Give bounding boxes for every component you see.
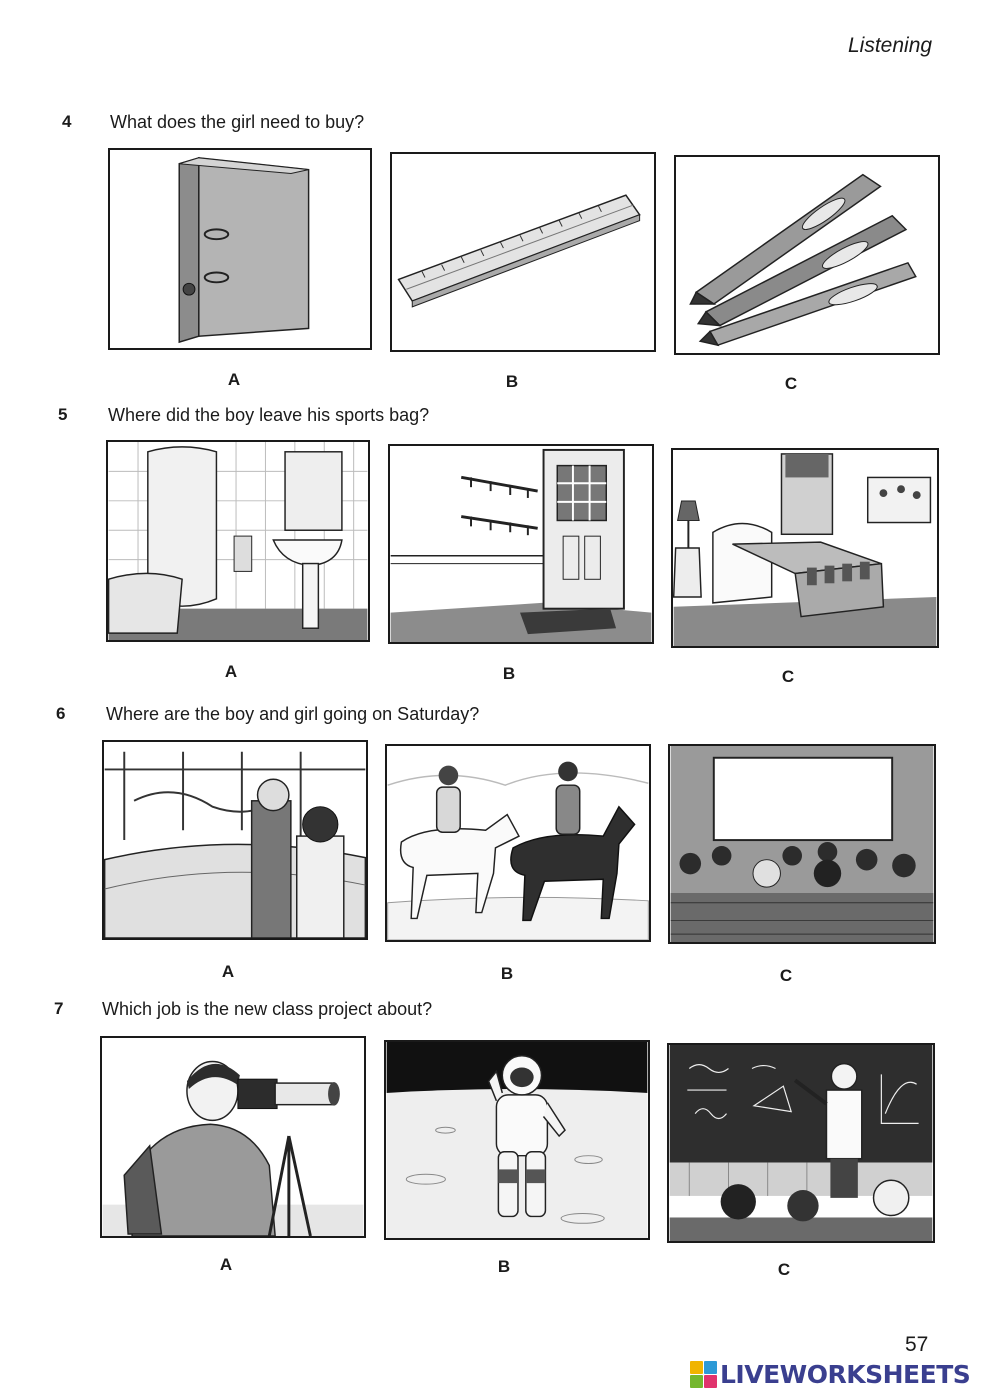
question-text: Which job is the new class project about? — [102, 999, 433, 1019]
option-picture-horse-riding[interactable] — [385, 744, 651, 942]
logo-square — [704, 1375, 717, 1388]
question-number: 7 — [54, 999, 64, 1018]
option-label: B — [502, 664, 516, 683]
option-picture-binder[interactable] — [108, 148, 372, 350]
option-picture-hallway[interactable] — [388, 444, 654, 644]
option-label: A — [221, 962, 235, 981]
logo-square — [690, 1361, 703, 1374]
option-label: A — [224, 662, 238, 681]
option-label: C — [781, 667, 795, 686]
option-label: B — [497, 1257, 511, 1276]
section-title: Listening — [848, 34, 933, 57]
option-picture-photographer[interactable] — [100, 1036, 366, 1238]
brand-name: LIVEWORKSHEETS — [720, 1360, 971, 1389]
option-picture-museum[interactable] — [102, 740, 368, 940]
question-number: 6 — [56, 704, 66, 723]
option-label: C — [777, 1260, 791, 1279]
question-number: 5 — [58, 405, 68, 424]
liveworksheets-logo[interactable] — [690, 1360, 970, 1389]
option-picture-bathroom[interactable] — [106, 440, 370, 642]
option-label: A — [219, 1255, 233, 1274]
option-label: C — [784, 374, 798, 393]
option-label: B — [505, 372, 519, 391]
option-picture-teacher[interactable] — [667, 1043, 935, 1243]
liveworksheets-logo-icon — [690, 1361, 717, 1388]
option-label: A — [227, 370, 241, 389]
question-number: 4 — [62, 112, 72, 131]
logo-square — [704, 1361, 717, 1374]
question-text: Where are the boy and girl going on Saturday? — [106, 704, 480, 724]
option-picture-pens[interactable] — [674, 155, 940, 355]
question-text: Where did the boy leave his sports bag? — [108, 405, 430, 425]
option-picture-cinema[interactable] — [668, 744, 936, 944]
option-label: C — [779, 966, 793, 985]
option-picture-ruler[interactable] — [390, 152, 656, 352]
logo-square — [690, 1375, 703, 1388]
option-picture-astronaut[interactable] — [384, 1040, 650, 1240]
page-number: 57 — [905, 1333, 929, 1356]
question-text: What does the girl need to buy? — [110, 112, 365, 132]
option-label: B — [500, 964, 514, 983]
option-picture-bedroom[interactable] — [671, 448, 939, 648]
